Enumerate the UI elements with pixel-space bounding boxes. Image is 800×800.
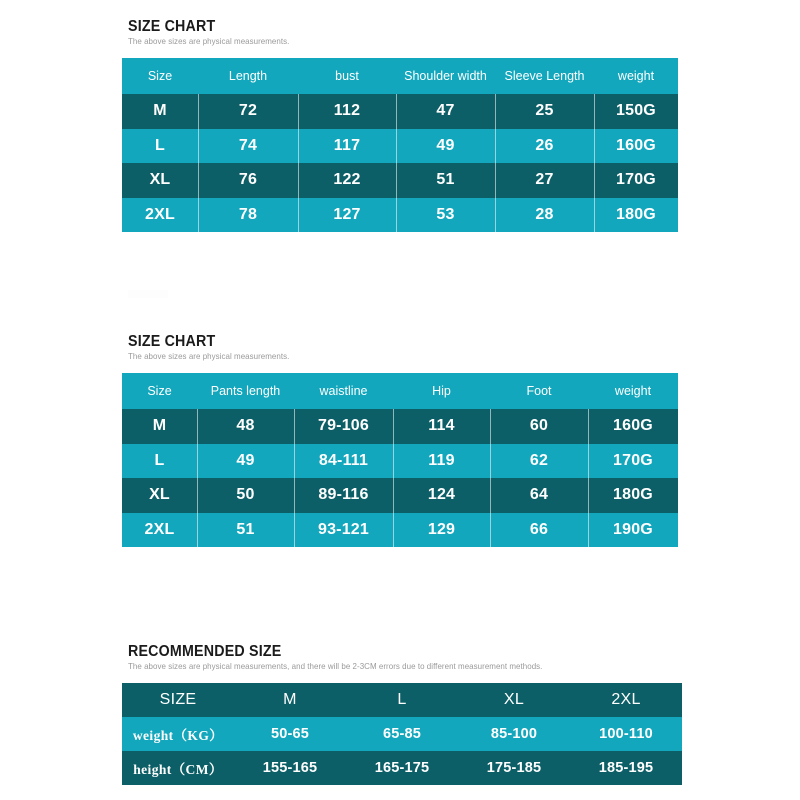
section-pants-size-chart xyxy=(122,333,682,547)
column-header: Sleeve Length xyxy=(504,69,585,83)
row-label-weight: weight（KG） xyxy=(122,717,234,751)
cell-value: 180G xyxy=(594,198,678,233)
cell-value: 170G xyxy=(594,163,678,198)
cell-value: 114 xyxy=(393,409,490,444)
cell-value: 160G xyxy=(588,409,678,444)
cell-value: 122 xyxy=(298,163,396,198)
cell-size: XL xyxy=(149,486,170,504)
cell-value: 119 xyxy=(393,444,490,479)
cell-value: 62 xyxy=(490,444,588,479)
cell-value: 79-106 xyxy=(294,409,393,444)
cell-size: 2XL xyxy=(145,205,175,223)
column-header: weight xyxy=(614,384,652,398)
cell-value: 49 xyxy=(197,444,294,479)
cell-value: 27 xyxy=(495,163,594,198)
table-header-row xyxy=(122,373,678,409)
column-header: Length xyxy=(228,69,268,83)
cell-value: 51 xyxy=(197,513,294,548)
cell-value: 190G xyxy=(588,513,678,548)
cell-size: M xyxy=(153,102,167,120)
cell-value: 60 xyxy=(490,409,588,444)
cell-value: 84-111 xyxy=(294,444,393,479)
column-header: weight xyxy=(617,69,655,83)
table-shirt-measurements xyxy=(122,58,678,232)
cell-value: 112 xyxy=(298,94,396,129)
table-row xyxy=(122,129,678,164)
cell-value: 170G xyxy=(588,444,678,479)
cell-value: 47 xyxy=(396,94,495,129)
table-row xyxy=(122,513,678,548)
cell-value: 48 xyxy=(197,409,294,444)
section-subtitle-recommended: The above sizes are physical measurements, and there will be 2-3CM errors due to different measurement methods. xyxy=(128,662,543,671)
cell-size: 2XL xyxy=(144,520,175,538)
cell-value: 180G xyxy=(588,478,678,513)
cell-value: 51 xyxy=(396,163,495,198)
cell-value: 165-175 xyxy=(346,751,458,785)
cell-size: L xyxy=(155,136,165,154)
cell-value: 66 xyxy=(490,513,588,548)
column-header: XL xyxy=(458,683,570,717)
column-header: Hip xyxy=(432,384,451,398)
table-row xyxy=(122,478,678,513)
column-header: L xyxy=(346,683,458,717)
section-subtitle-shirt: The above sizes are physical measurements. xyxy=(128,37,290,46)
table-row xyxy=(122,717,682,751)
table-recommended-size xyxy=(122,683,682,785)
cell-size: M xyxy=(152,417,167,435)
table-header-row xyxy=(122,683,682,717)
cell-value: 175-185 xyxy=(458,751,570,785)
cell-value: 65-85 xyxy=(346,717,458,751)
table-row xyxy=(122,751,682,785)
column-header: waistline xyxy=(319,384,368,398)
cell-size: XL xyxy=(149,171,171,189)
row-label-height: height（CM） xyxy=(122,751,234,785)
section-shirt-size-chart xyxy=(122,18,682,232)
cell-value: 25 xyxy=(495,94,594,129)
cell-size: L xyxy=(154,451,165,469)
cell-value: 72 xyxy=(198,94,298,129)
cell-value: 85-100 xyxy=(458,717,570,751)
section-recommended-size xyxy=(122,643,682,785)
cell-value: 93-121 xyxy=(294,513,393,548)
cell-value: 53 xyxy=(396,198,495,233)
column-header: Shoulder width xyxy=(404,69,487,83)
column-header: Size xyxy=(147,69,173,83)
cell-value: 160G xyxy=(594,129,678,164)
page-title-shirt: SIZE CHART xyxy=(128,18,216,35)
table-row xyxy=(122,94,678,129)
cell-value: 50 xyxy=(197,478,294,513)
cell-value: 78 xyxy=(198,198,298,233)
column-header: Foot xyxy=(526,384,552,398)
cell-value: 150G xyxy=(594,94,678,129)
cell-value: 26 xyxy=(495,129,594,164)
table-row xyxy=(122,163,678,198)
cell-value: 49 xyxy=(396,129,495,164)
cell-value: 127 xyxy=(298,198,396,233)
column-header: Size xyxy=(147,384,172,398)
cell-value: 155-165 xyxy=(234,751,346,785)
cell-value: 50-65 xyxy=(234,717,346,751)
column-header: M xyxy=(234,683,346,717)
cell-value: 89-116 xyxy=(294,478,393,513)
cell-value: 100-110 xyxy=(570,717,682,751)
column-header: 2XL xyxy=(570,683,682,717)
cell-value: 124 xyxy=(393,478,490,513)
column-header: SIZE xyxy=(122,683,234,717)
cell-value: 129 xyxy=(393,513,490,548)
background-artifact xyxy=(128,290,168,298)
cell-value: 74 xyxy=(198,129,298,164)
cell-value: 76 xyxy=(198,163,298,198)
page-title-pants: SIZE CHART xyxy=(128,333,216,350)
table-row xyxy=(122,444,678,479)
column-header: bust xyxy=(335,69,359,83)
cell-value: 64 xyxy=(490,478,588,513)
cell-value: 117 xyxy=(298,129,396,164)
table-header-row xyxy=(122,58,678,94)
column-header: Pants length xyxy=(210,384,281,398)
table-row xyxy=(122,198,678,233)
table-row xyxy=(122,409,678,444)
cell-value: 185-195 xyxy=(570,751,682,785)
table-pants-measurements xyxy=(122,373,678,547)
page-title-recommended: RECOMMENDED SIZE xyxy=(128,643,282,660)
section-subtitle-pants: The above sizes are physical measurements. xyxy=(128,352,290,361)
cell-value: 28 xyxy=(495,198,594,233)
